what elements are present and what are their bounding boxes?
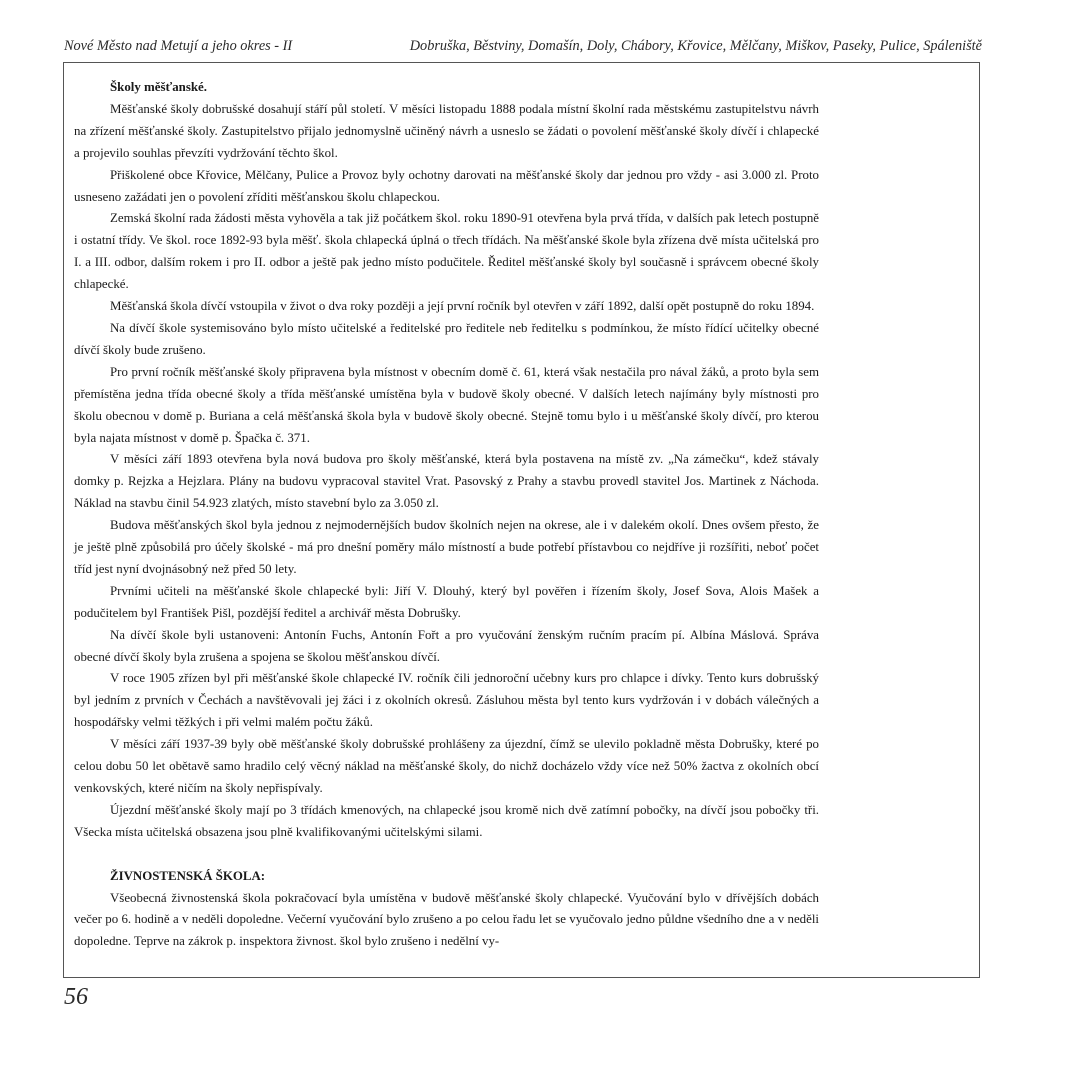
body-text — [74, 77, 819, 953]
paragraph: Měšťanské školy dobrušské dosahují stáří půl století. V měsíci listopadu 1888 podala místní školní rada městskému zastupitelstvu návrh na zřízení měšťanské školy. Zastupitelstvo přijalo jednomyslně učiněný návrh a usneslo se žádati o povolení měšťanské školy dívčí i chlapecké a projevilo souhlas převzíti vydržování těchto škol. — [74, 101, 819, 160]
paragraph: V měsíci září 1937-39 byly obě měšťanské školy dobrušské prohlášeny za újezdní, čímž se ulevilo pokladně města Dobrušky, které po celou dobu 50 let obětavě samo hradilo celý věcný náklad na měšťanské školy, do nichž docházelo vždy více než 50% žactva z okolních obcí venkovských, které ničím na školy nepřispívaly. — [74, 737, 819, 795]
paragraph: Prvními učiteli na měšťanské škole chlapecké byli: Jiří V. Dlouhý, který byl pověřen i řízením školy, Josef Sova, Alois Mašek a podučitelem byl František Pišl, pozdější ředitel a archivář města Dobrušky. — [74, 583, 819, 620]
paragraph: Na dívčí škole byli ustanoveni: Antonín Fuchs, Antonín Fořt a pro vyučování ženským ručním pracím pí. Albína Máslová. Správa obecné dívčí školy byla zrušena a spojena se školou měšťanskou dívčí. — [74, 627, 819, 664]
paragraph: Zemská školní rada žádosti města vyhověla a tak již počátkem škol. roku 1890-91 otevřena byla prvá třída, v dalších pak letech postupně i ostatní třídy. Ve škol. roce 1892-93 byla měšť. škola chlapecká úplná o třech třídách. Na měšťanské škole byla zřízena dvě místa učitelská pro I. a III. odbor, dalším rokem i pro II. odbor a ještě pak jedno místo podučitele. Ředitel měšťanské školy byl současně i správcem obecné školy chlapecké. — [74, 211, 819, 292]
header-place-list: Dobruška, Běstviny, Domašín, Doly, Chábory, Křovice, Mělčany, Miškov, Paseky, Pulice, Spáleniště — [409, 38, 982, 54]
paragraph: Budova měšťanských škol byla jednou z nejmodernějších budov školních nejen na okrese, ale i v dalekém okolí. Dnes ovšem přesto, že je ještě plně způsobilá pro účely školské - má pro dnešní poměry málo místností a bude potřebí přístavbou co nejdříve ji rozšířiti, neboť počet tříd jest nyní dvojnásobný než před 50 lety. — [74, 518, 819, 576]
paragraph: V měsíci září 1893 otevřena byla nová budova pro školy měšťanské, která byla postavena na místě zv. „Na zámečku“, kdež stávaly domky p. Rejzka a Hejzlara. Plány na budovu vypracoval stavitel Vrat. Pasovský z Prahy a stavbu provedl stavitel Jos. Martinek z Náchoda. Náklad na stavbu činil 54.923 zlatých, místo stavební bylo za 3.050 zl. — [74, 452, 819, 511]
paragraph: Měšťanská škola dívčí vstoupila v život o dva roky později a její první ročník byl otevřen v září 1892, další opět postupně do roku 1894. — [110, 299, 815, 314]
paragraph: Pro první ročník měšťanské školy připravena byla místnost v obecním domě č. 61, která však nestačila pro nával žáků, a proto byla sem přemístěna jedna třída obecné školy a třída měšťanské umístěna byla v budově školy obecné. V dalších letech najímány byly místnosti pro školu obecnou v domě p. Buriana a celá měšťanská škola byla v budově školy obecné. Stejně tomu bylo i u měšťanské školy dívčí, pro kterou byla najata místnost v domě p. Špačka č. 371. — [74, 364, 819, 445]
paragraph: V roce 1905 zřízen byl při měšťanské škole chlapecké IV. ročník čili jednoroční učebny kurs pro chlapce i dívky. Tento kurs dobrušský byl jedním z prvních v Čechách a navštěvovali jej žáci i z okolních okresů. Zásluhou města byl tento kurs vydržován i v dobách válečných a hospodářsky velmi těžkých i při velmi malém počtu žáků. — [74, 671, 819, 730]
paragraph: Újezdní měšťanské školy mají po 3 třídách kmenových, na chlapecké jsou kromě nich dvě zatímní pobočky, na dívčí jsou pobočky tři. Všecka místa učitelská obsazena jsou plně kvalifikovanými učitelskými silami. — [74, 802, 819, 839]
page-frame — [63, 62, 980, 978]
paragraph: Na dívčí škole systemisováno bylo místo učitelské a ředitelské pro ředitele neb ředitelku s podmínkou, že místo řídící učitelky obecné dívčí školy bude zrušeno. — [74, 320, 819, 357]
page-number: 56 — [64, 984, 88, 1010]
paragraph: Všeobecná živnostenská škola pokračovací byla umístěna v budově měšťanské školy chlapecké. Vyučování bylo v dřívějších dobách večer po 6. hodině a v neděli dopoledne. Večerní vyučování bylo zrušeno a po celou řadu let se vyučovalo jedno půldne všedního dne a v neděli dopoledne. Teprve na zákrok p. inspektora živnost. škol bylo zrušeno i nedělní vy- — [74, 890, 819, 949]
paragraph: Přiškolené obce Křovice, Mělčany, Pulice a Provoz byly ochotny darovati na měšťanské školy dar jednou pro vždy - asi 3.000 zl. Proto usneseno zažádati jen o povolení zříditi měšťanskou školu chlapeckou. — [74, 167, 819, 204]
section-heading-mestanske: Školy měšťanské. — [110, 80, 207, 94]
section-heading-zivnostenska: ŽIVNOSTENSKÁ ŠKOLA: — [110, 868, 266, 883]
header-book-title: Nové Město nad Metují a jeho okres - II — [64, 38, 293, 54]
running-header — [64, 38, 982, 55]
